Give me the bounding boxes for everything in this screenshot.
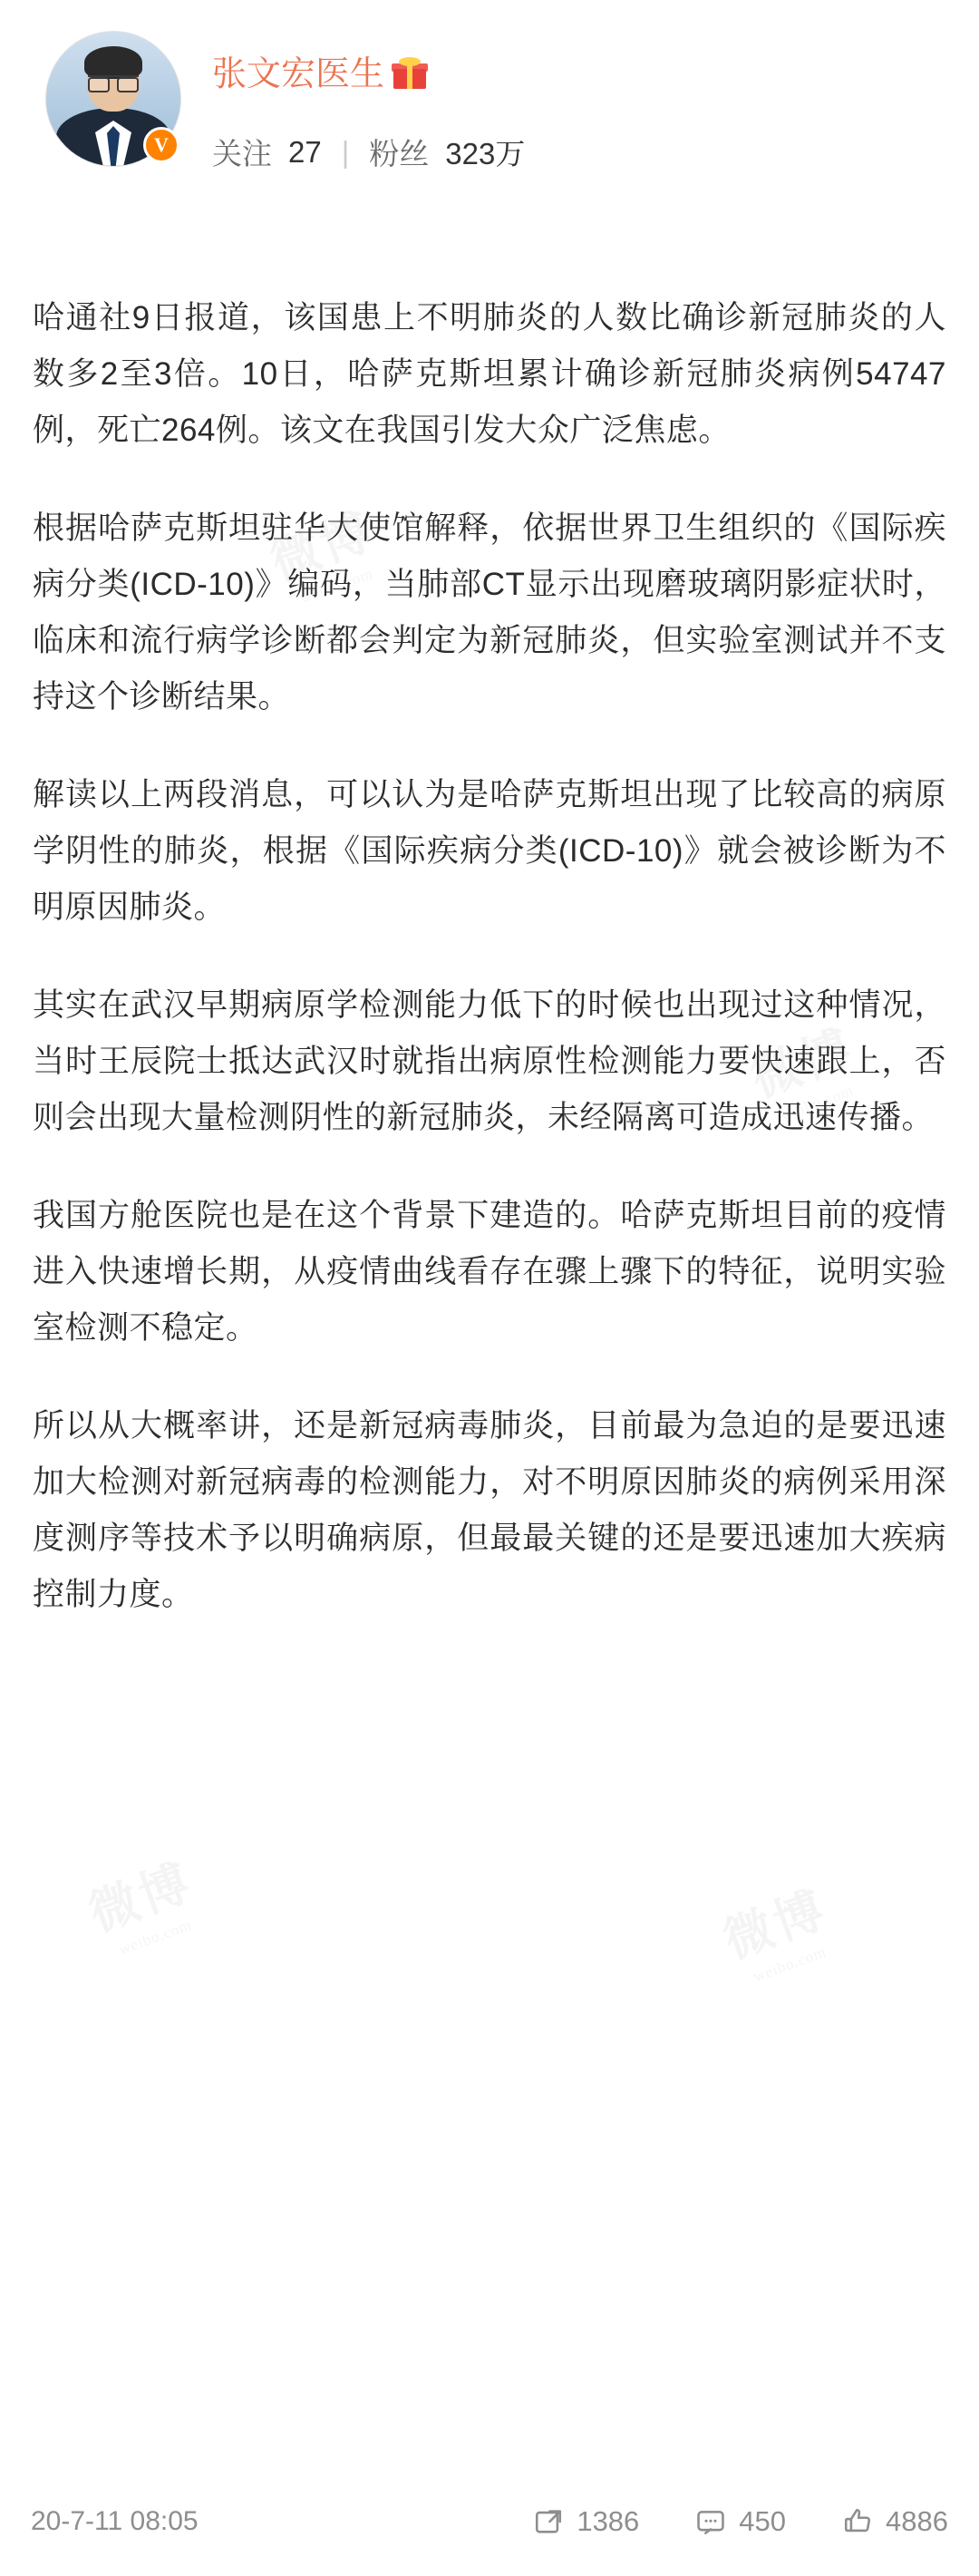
post-timestamp: 20-7-11 08:05 — [31, 2506, 199, 2536]
profile-info — [181, 31, 943, 173]
username[interactable]: 张文宏医生 — [212, 55, 385, 93]
username-row — [212, 54, 943, 94]
following-label: 关注 — [212, 137, 272, 170]
avatar-hair — [84, 46, 142, 79]
watermark — [713, 1871, 843, 1991]
followers-label: 粉丝 — [369, 137, 430, 170]
gift-icon[interactable] — [393, 60, 426, 89]
thumbs-up-icon — [842, 2506, 873, 2537]
following-count: 27 — [288, 134, 322, 169]
like-button[interactable] — [842, 2505, 948, 2538]
verified-badge-icon: V — [143, 127, 179, 163]
profile-stats — [212, 131, 943, 173]
like-count: 4886 — [886, 2505, 948, 2537]
stats-separator: | — [341, 134, 350, 169]
post-paragraph: 哈通社9日报道，该国患上不明肺炎的人数比确诊新冠肺炎的人数多2至3倍。10日，哈萨克斯坦累计确诊新冠肺炎病例54747例，死亡264例。该文在我国引发大众广泛焦虑。 — [33, 300, 946, 448]
repost-icon — [533, 2506, 564, 2537]
post-content — [0, 272, 979, 1623]
watermark — [79, 1843, 208, 1964]
avatar-glasses — [88, 75, 139, 91]
comment-button[interactable] — [695, 2505, 786, 2538]
post-paragraph: 解读以上两段消息，可以认为是哈萨克斯坦出现了比较高的病原学阴性的肺炎，根据《国际疾病分类(ICD-10)》就会被诊断为不明原因肺炎。 — [33, 777, 946, 925]
repost-count: 1386 — [577, 2505, 640, 2537]
post-paragraph: 所以从大概率讲，还是新冠病毒肺炎，目前最为急迫的是要迅速加大检测对新冠病毒的检测能力，对不明原因肺炎的病例采用深度测序等技术予以明确病原，但最最关键的还是要迅速加大疾病控制力度。 — [33, 1408, 946, 1612]
post-paragraph: 我国方舱医院也是在这个背景下建造的。哈萨克斯坦目前的疫情进入快速增长期，从疫情曲线看存在骤上骤下的特征，说明实验室检测不稳定。 — [33, 1198, 946, 1346]
post-paragraph: 其实在武汉早期病原学检测能力低下的时候也出现过这种情况，当时王辰院士抵达武汉时就指出病原性检测能力要快速跟上，否则会出现大量检测阴性的新冠肺炎，未经隔离可造成迅速传播。 — [33, 987, 946, 1135]
post-paragraph: 根据哈萨克斯坦驻华大使馆解释，依据世界卫生组织的《国际疾病分类(ICD-10)》编码，当肺部CT显示出现磨玻璃阴影症状时，临床和流行病学诊断都会判定为新冠肺炎，但实验室测试并不支持这个诊断结果。 — [33, 510, 946, 714]
repost-button[interactable] — [533, 2505, 639, 2538]
post-footer — [0, 2467, 979, 2576]
comment-count: 450 — [739, 2505, 787, 2537]
comment-icon — [695, 2506, 726, 2537]
post-header — [0, 0, 979, 272]
avatar[interactable] — [45, 31, 181, 167]
followers-count: 323万 — [445, 137, 526, 170]
